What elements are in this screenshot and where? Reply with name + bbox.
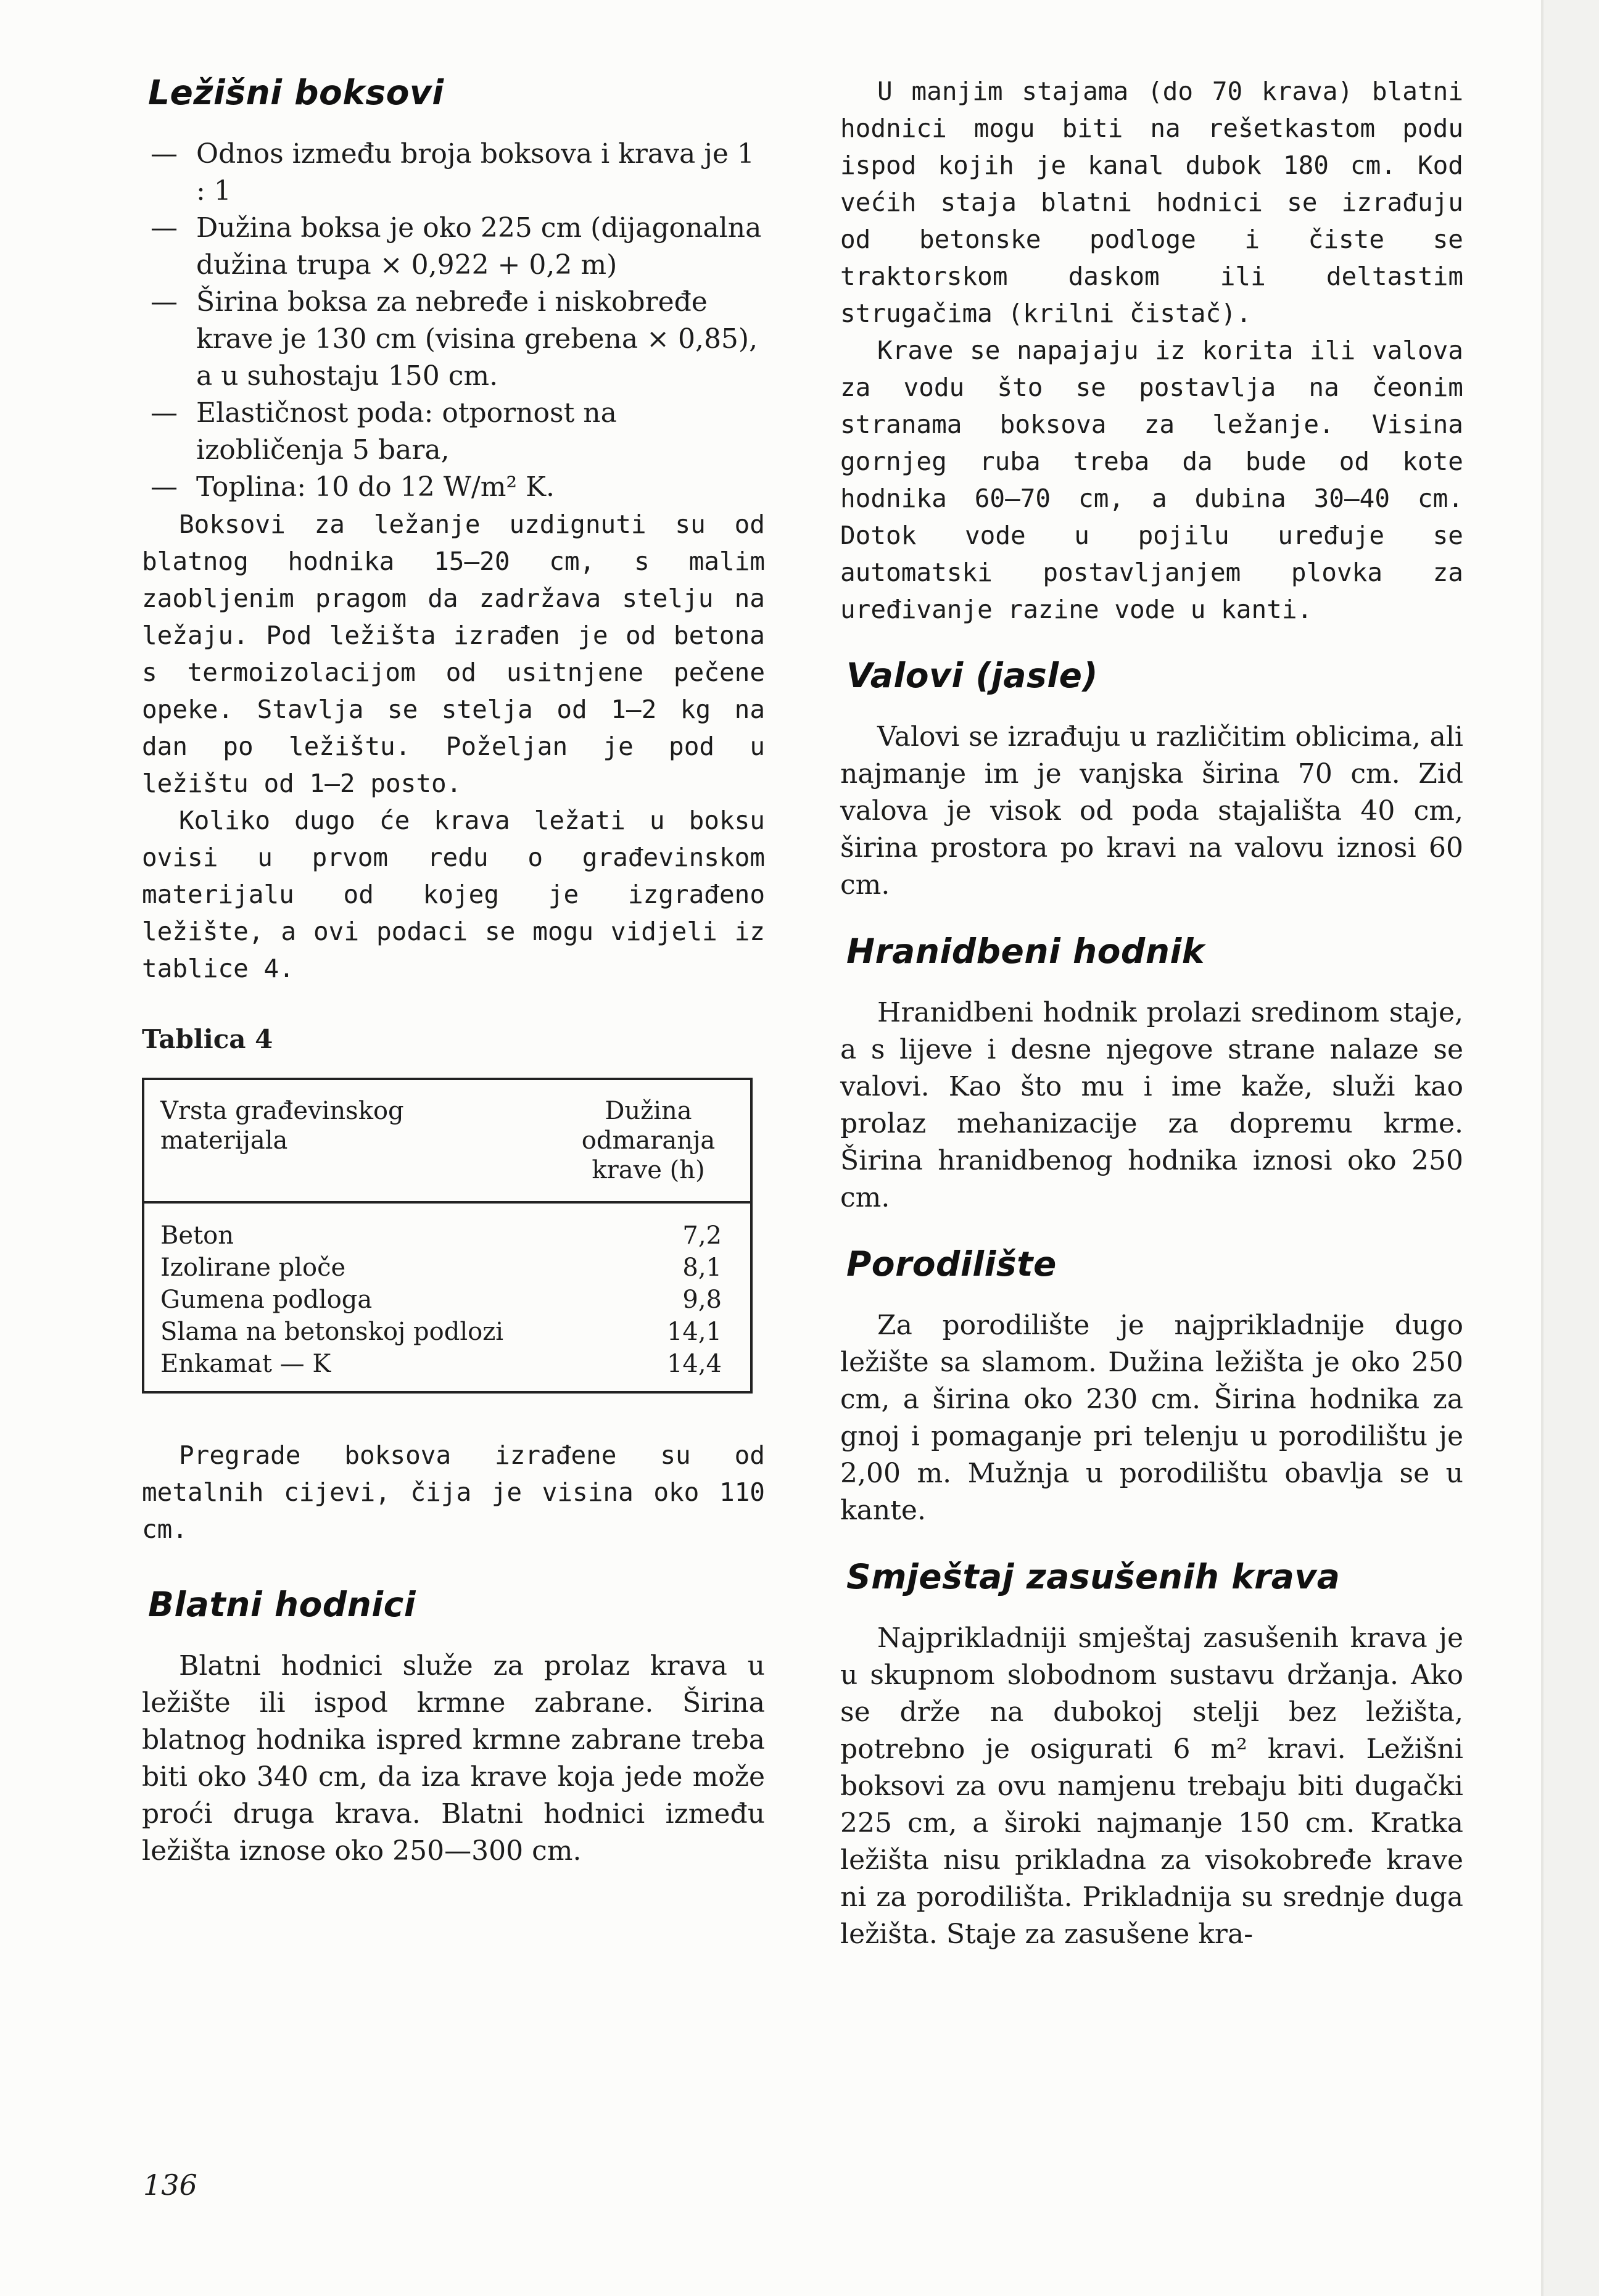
table-caption: Tablica 4: [142, 1024, 273, 1054]
table-lying-duration: [142, 1078, 753, 1394]
paragraph-manje-staje: U manjim stajama (do 70 krava) blatni hodnici mogu biti na rešetkastom podu ispod kojih je kanal dubok 180 cm. Kod većih staja blatni hodnici se izrađuju od betonske podloge i čiste se traktorskom daskom ili deltastim strugačima (krilni čistač).: [840, 76, 1463, 328]
table-header-hours: Dužina odmaranja krave (h): [543, 1079, 751, 1202]
requirements-list: [142, 136, 765, 506]
right-column: [840, 73, 1463, 1953]
list-item: — Odnos između broja boksova i krava je 1 : 1: [151, 138, 754, 207]
list-item: — Toplina: 10 do 12 W/m² K.: [151, 471, 555, 503]
table-row: Slama na betonskoj podlozi 14,1: [143, 1316, 751, 1348]
heading-blatni-hodnici: Blatni hodnici: [148, 1585, 416, 1624]
page-edge: [1541, 0, 1599, 2296]
list-item: — Dužina boksa je oko 225 cm (dijagonalna dužina trupa × 0,922 + 0,2 m): [151, 212, 762, 281]
paragraph-napajanje: Krave se napajaju iz korita ili valova za vodu što se postavlja na čeonim stranama boksova za ležanje. Visina gornjeg ruba treba da bude od kote hodnika 60—70 cm, a dubina 30—40 cm. Dotok vode u pojilu uređuje se automatski postavljanjem plovka za uređivanje razine vode u kanti.: [840, 336, 1463, 624]
table-row: Izolirane ploče 8,1: [143, 1252, 751, 1284]
list-item: — Širina boksa za nebređe i niskobređe krave je 130 cm (visina grebena × 0,85), a u suhostaju 150 cm.: [151, 286, 758, 392]
table-row: Enkamat — K 14,4: [143, 1348, 751, 1392]
table-row: Gumena podloga 9,8: [143, 1284, 751, 1316]
heading-hranidbeni-hodnik: Hranidbeni hodnik: [846, 931, 1205, 971]
page-number: 136: [143, 2168, 197, 2202]
left-column: [142, 73, 765, 1870]
table-header-row: [143, 1079, 751, 1202]
paragraph-valovi: Valovi se izrađuju u različitim oblicima, ali najmanje im je vanjska širina 70 cm. Zid valova je visok od poda stajališta 40 cm, širina prostora po kravi na valovu iznosi 60 cm.: [840, 721, 1463, 901]
table-header-material: Vrsta građevinskog materijala: [143, 1079, 543, 1202]
paragraph-porodiliste: Za porodilište je najprikladnije dugo ležište sa slamom. Dužina ležišta je oko 250 cm, a širina oko 230 cm. Širina hodnika za gnoj i pomaganje pri telenju u porodilištu je 2,00 m. Mužnja u porodilištu obavlja se u kante.: [840, 1310, 1463, 1526]
paragraph-smjestaj: Najprikladniji smještaj zasušenih krava je u skupnom slobodnom sustavu držanja. Ako se drže na dubokoj stelji bez ležišta, potrebno je osigurati 6 m² kravi. Ležišni boksovi za ovu namjenu trebaju biti dugački 225 cm, a široki najmanje 150 cm. Kratka ležišta nisu prikladna za visokobređe krave ni za porodilišta. Prikladnija su srednje duga ležišta. Staje za zasušene kra-: [840, 1622, 1463, 1950]
paragraph-koliko-dugo: Koliko dugo će krava ležati u boksu ovisi u prvom redu o građevinskom materijalu od kojeg je izgrađeno ležište, a ovi podaci se mogu vidjeli iz tablice 4.: [142, 806, 765, 983]
paragraph-boksovi-za-lezanje: Boksovi za ležanje uzdignuti su od blatnog hodnika 15—20 cm, s malim zaobljenim pragom da zadržava stelju na ležaju. Pod ležišta izrađen je od betona s termoizolacijom od usitnjene pečene opeke. Stavlja se stelja od 1—2 kg na dan po ležištu. Poželjan je pod u ležištu od 1—2 posto.: [142, 510, 765, 798]
paragraph-blatni-hodnici: Blatni hodnici služe za prolaz krava u ležište ili ispod krmne zabrane. Širina blatnog hodnika ispred krmne zabrane treba biti oko 340 cm, da iza krave koja jede može proći druga krava. Blatni hodnici između ležišta iznose oko 250—300 cm.: [142, 1650, 765, 1867]
table-row: Beton 7,2: [143, 1202, 751, 1252]
heading-smjestaj-zasusenih-krava: Smještaj zasušenih krava: [846, 1557, 1341, 1596]
heading-valovi: Valovi (jasle): [846, 656, 1099, 695]
heading-porodiliste: Porodilište: [846, 1244, 1057, 1284]
paragraph-hranidbeni-hodnik: Hranidbeni hodnik prolazi sredinom staje, a s lijeve i desne njegove strane nalaze se valovi. Kao što mu i ime kaže, služi kao prolaz mehanizacije za dopremu krme. Širina hranidbenog hodnika iznosi oko 250 cm.: [840, 997, 1463, 1213]
paragraph-pregrade: Pregrade boksova izrađene su od metalnih cijevi, čija je visina oko 110 cm.: [142, 1440, 765, 1544]
heading-lezisni-boksovi: Ležišni boksovi: [148, 73, 444, 112]
list-item: — Elastičnost poda: otpornost na izobličenja 5 bara,: [151, 397, 617, 466]
